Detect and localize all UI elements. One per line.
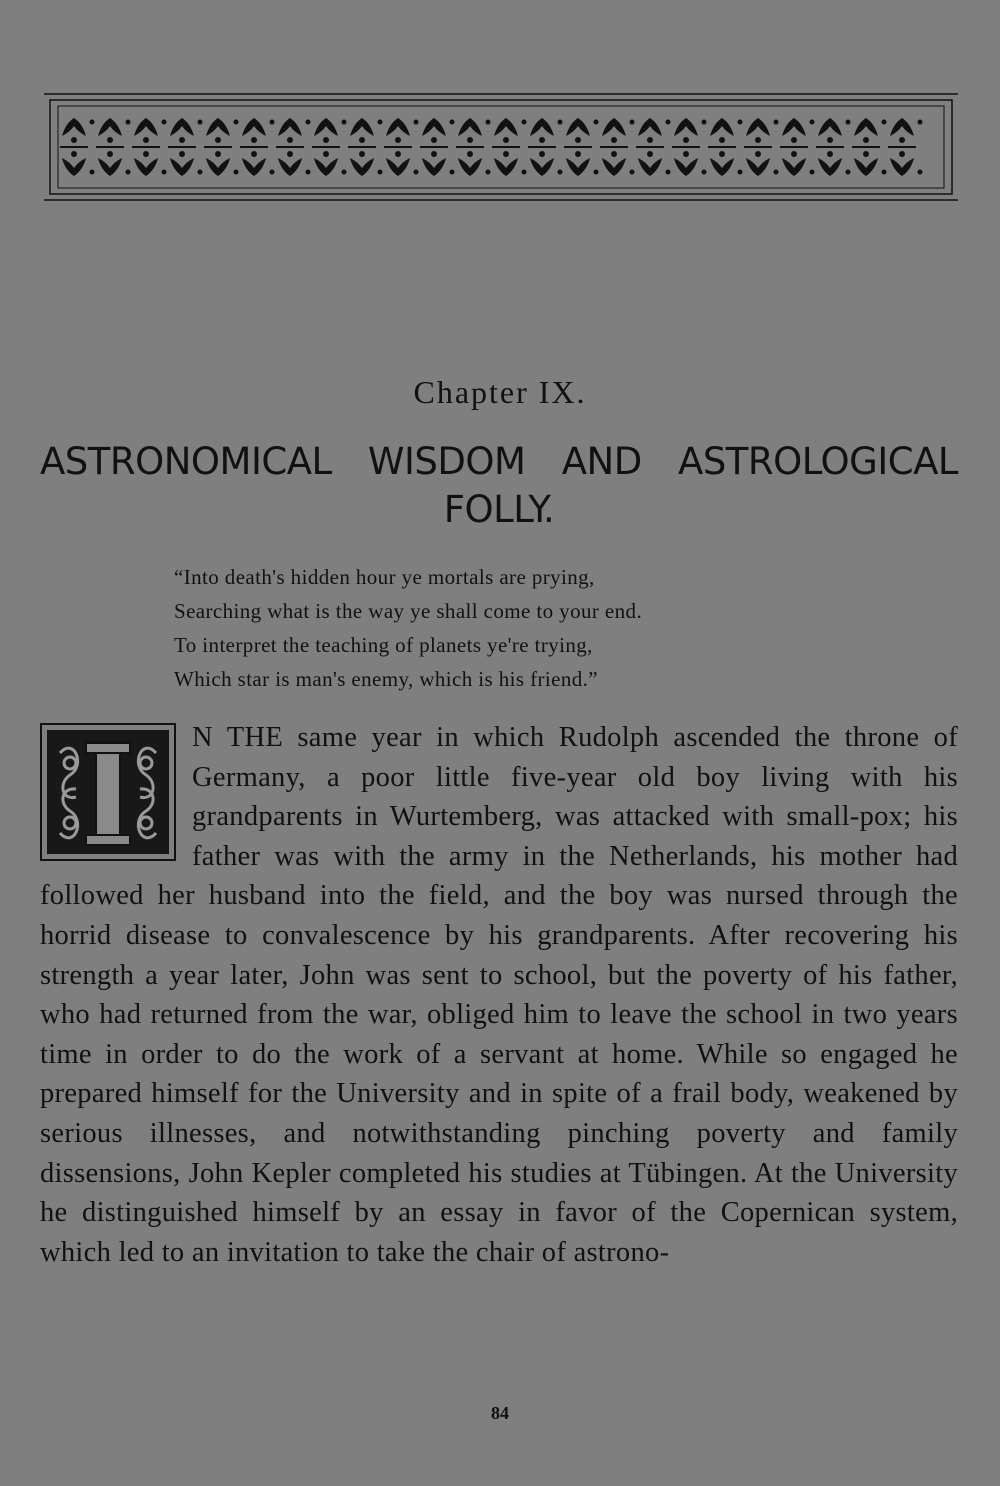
epigraph-line: To interpret the teaching of planets ye're trying, xyxy=(174,633,593,657)
epigraph xyxy=(174,560,814,696)
decorative-header-border xyxy=(44,92,958,202)
chapter-number: Chapter IX. xyxy=(413,374,587,410)
body-text: N THE same year in which Rudolph ascended the throne of Germany, a poor little five-year old boy living with his grandparents in Wurtemberg, was attacked with small-pox; his father was with the army in the Netherlands, his mother had followed her husband into the field, and the boy was nursed through the horrid disease to convalescence by his grandparents. After recovering his strength a year later, John was sent to school, but the poverty of his father, who had returned from the war, obliged him to leave the school in two years time in order to do the work of a servant at home. While so engaged he prepared himself for the University and in spite of a frail body, weakened by serious illnesses, and notwithstanding pinching poverty and family dissensions, John Kepler completed his studies at Tübingen. At the University he distinguished himself by an essay in favor of the Copernican system, which led to an invitation to take the chair of astrono- xyxy=(40,722,958,1268)
epigraph-line: Which star is man's enemy, which is his friend.” xyxy=(174,667,599,691)
dropcap-space xyxy=(40,718,192,870)
floral-band xyxy=(60,118,923,176)
epigraph-line: Searching what is the way ye shall come to your end. xyxy=(174,599,643,623)
page-number: 84 xyxy=(491,1403,509,1423)
epigraph-line: “Into death's hidden hour ye mortals are prying, xyxy=(174,565,595,589)
body-paragraph xyxy=(40,718,958,1272)
chapter-title: ASTRONOMICAL WISDOM AND ASTROLOGICAL FOLLY. xyxy=(40,440,958,531)
